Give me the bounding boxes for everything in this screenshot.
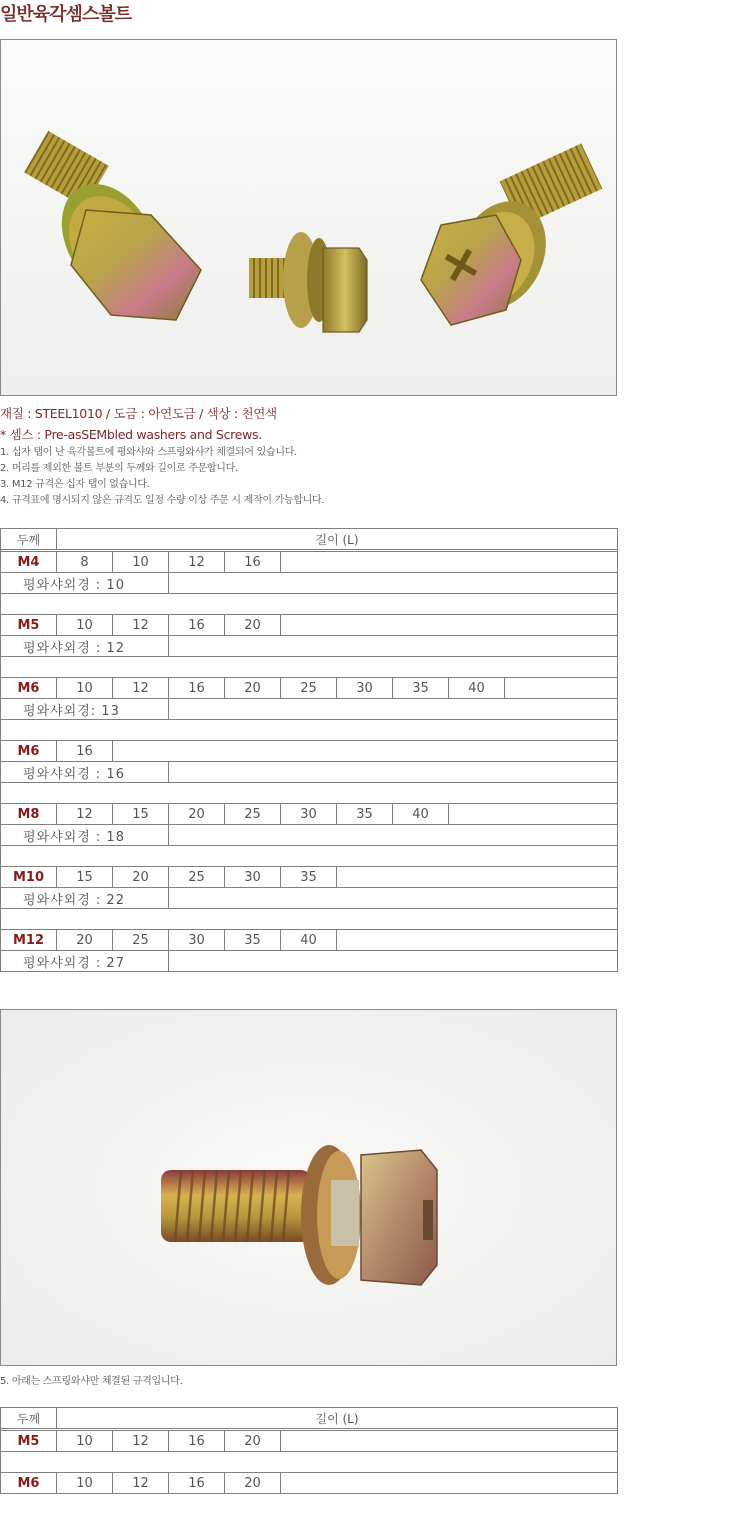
note-item: 3. M12 규격은 십자 탭이 없습니다. xyxy=(0,479,150,490)
length-cell: 12 xyxy=(113,678,169,699)
size-cell: M10 xyxy=(1,867,57,888)
washer-row xyxy=(1,762,618,783)
length-cell: 25 xyxy=(113,930,169,951)
sems-definition: * 셈스 : Pre-asSEMbled washers and Screws. xyxy=(0,427,262,442)
table-row xyxy=(1,1473,618,1494)
spacer-row xyxy=(1,720,618,741)
length-cell: 25 xyxy=(169,867,225,888)
spacer-row xyxy=(1,846,618,867)
length-cell: 15 xyxy=(113,804,169,825)
material-spec: 재질 : STEEL1010 / 도금 : 아연도금 / 색상 : 천연색 xyxy=(0,406,277,421)
washer-diameter: 평와샤외경 : 27 xyxy=(1,951,169,972)
length-cell: 10 xyxy=(57,1473,113,1494)
washer-diameter: 평와샤외경 : 22 xyxy=(1,888,169,909)
washer-diameter: 평와샤외경 : 12 xyxy=(1,636,169,657)
size-cell: M5 xyxy=(1,1431,57,1452)
spacer-row xyxy=(1,1452,618,1473)
size-cell: M6 xyxy=(1,741,57,762)
length-cell: 10 xyxy=(57,615,113,636)
empty-cell xyxy=(281,552,618,573)
length-cell: 12 xyxy=(113,1473,169,1494)
size-cell: M6 xyxy=(1,678,57,699)
spacer-row xyxy=(1,909,618,930)
washer-row xyxy=(1,636,618,657)
spacer-row xyxy=(1,657,618,678)
empty-cell xyxy=(169,762,618,783)
empty-cell xyxy=(449,804,618,825)
note-item: 4. 규격표에 명시되지 않은 규격도 일정 수량 이상 주문 시 제작이 가능합니다. xyxy=(0,495,325,506)
empty-cell xyxy=(169,573,618,594)
length-cell: 30 xyxy=(281,804,337,825)
length-cell: 35 xyxy=(393,678,449,699)
length-cell: 35 xyxy=(225,930,281,951)
table-row xyxy=(1,615,618,636)
length-cell: 16 xyxy=(169,1473,225,1494)
length-cell: 10 xyxy=(113,552,169,573)
empty-cell xyxy=(505,678,618,699)
washer-diameter: 평와샤외경 : 18 xyxy=(1,825,169,846)
notes-list xyxy=(0,445,324,509)
table-row xyxy=(1,867,618,888)
washer-diameter: 평와샤외경 : 10 xyxy=(1,573,169,594)
size-cell: M5 xyxy=(1,615,57,636)
length-cell: 25 xyxy=(225,804,281,825)
washer-diameter: 평와샤외경 : 16 xyxy=(1,762,169,783)
note-item: 1. 십자 탭이 난 육각볼트에 평와샤와 스프링와샤가 체결되어 있습니다. xyxy=(0,447,297,458)
size-cell: M6 xyxy=(1,1473,57,1494)
length-cell: 16 xyxy=(169,615,225,636)
table-header-row xyxy=(1,529,618,550)
table-row xyxy=(1,804,618,825)
length-cell: 20 xyxy=(169,804,225,825)
length-cell: 10 xyxy=(57,1431,113,1452)
length-cell: 16 xyxy=(225,552,281,573)
length-cell: 20 xyxy=(225,678,281,699)
page-title: 일반육각셈스볼트 xyxy=(0,4,132,25)
empty-cell xyxy=(169,951,618,972)
length-cell: 20 xyxy=(225,1473,281,1494)
table-row xyxy=(1,741,618,762)
note-item: 2. 머리를 제외한 볼트 부분의 두께와 길이로 주문합니다. xyxy=(0,463,238,474)
length-cell: 40 xyxy=(449,678,505,699)
table-header-row xyxy=(1,1408,618,1429)
empty-cell xyxy=(113,741,618,762)
length-cell: 20 xyxy=(57,930,113,951)
length-cell: 16 xyxy=(57,741,113,762)
empty-cell xyxy=(281,615,618,636)
empty-cell xyxy=(281,1431,618,1452)
length-cell: 16 xyxy=(169,678,225,699)
length-cell: 25 xyxy=(281,678,337,699)
header-thickness: 두께 xyxy=(1,1408,57,1429)
product-photo-single-bolt xyxy=(0,1009,617,1366)
size-cell: M4 xyxy=(1,552,57,573)
empty-cell xyxy=(337,867,618,888)
washer-diameter: 평와샤외경: 13 xyxy=(1,699,169,720)
washer-row xyxy=(1,888,618,909)
product-photo-three-bolts xyxy=(0,39,617,396)
spring-washer-table xyxy=(0,1407,618,1494)
table-row xyxy=(1,678,618,699)
length-cell: 35 xyxy=(281,867,337,888)
table-row xyxy=(1,930,618,951)
header-thickness: 두께 xyxy=(1,529,57,550)
size-cell: M8 xyxy=(1,804,57,825)
empty-cell xyxy=(281,1473,618,1494)
spacer-row xyxy=(1,783,618,804)
length-cell: 30 xyxy=(225,867,281,888)
empty-cell xyxy=(169,825,618,846)
empty-cell xyxy=(169,636,618,657)
washer-row xyxy=(1,699,618,720)
length-cell: 20 xyxy=(225,615,281,636)
washer-row xyxy=(1,573,618,594)
header-length: 길이 (L) xyxy=(57,1408,618,1429)
table-row xyxy=(1,552,618,573)
length-cell: 35 xyxy=(337,804,393,825)
length-cell: 30 xyxy=(337,678,393,699)
length-cell: 20 xyxy=(225,1431,281,1452)
size-cell: M12 xyxy=(1,930,57,951)
length-cell: 30 xyxy=(169,930,225,951)
length-cell: 12 xyxy=(113,615,169,636)
spring-washer-note: 5. 아래는 스프링와샤만 체결된 규격입니다. xyxy=(0,1376,183,1387)
header-length: 길이 (L) xyxy=(57,529,618,550)
table-row xyxy=(1,1431,618,1452)
washer-row xyxy=(1,951,618,972)
length-cell: 10 xyxy=(57,678,113,699)
length-cell: 15 xyxy=(57,867,113,888)
empty-cell xyxy=(169,888,618,909)
length-cell: 8 xyxy=(57,552,113,573)
empty-cell xyxy=(169,699,618,720)
length-cell: 12 xyxy=(169,552,225,573)
length-cell: 12 xyxy=(113,1431,169,1452)
length-cell: 16 xyxy=(169,1431,225,1452)
washer-row xyxy=(1,825,618,846)
size-table xyxy=(0,528,618,972)
length-cell: 40 xyxy=(393,804,449,825)
empty-cell xyxy=(337,930,618,951)
length-cell: 40 xyxy=(281,930,337,951)
spacer-row xyxy=(1,594,618,615)
length-cell: 20 xyxy=(113,867,169,888)
length-cell: 12 xyxy=(57,804,113,825)
